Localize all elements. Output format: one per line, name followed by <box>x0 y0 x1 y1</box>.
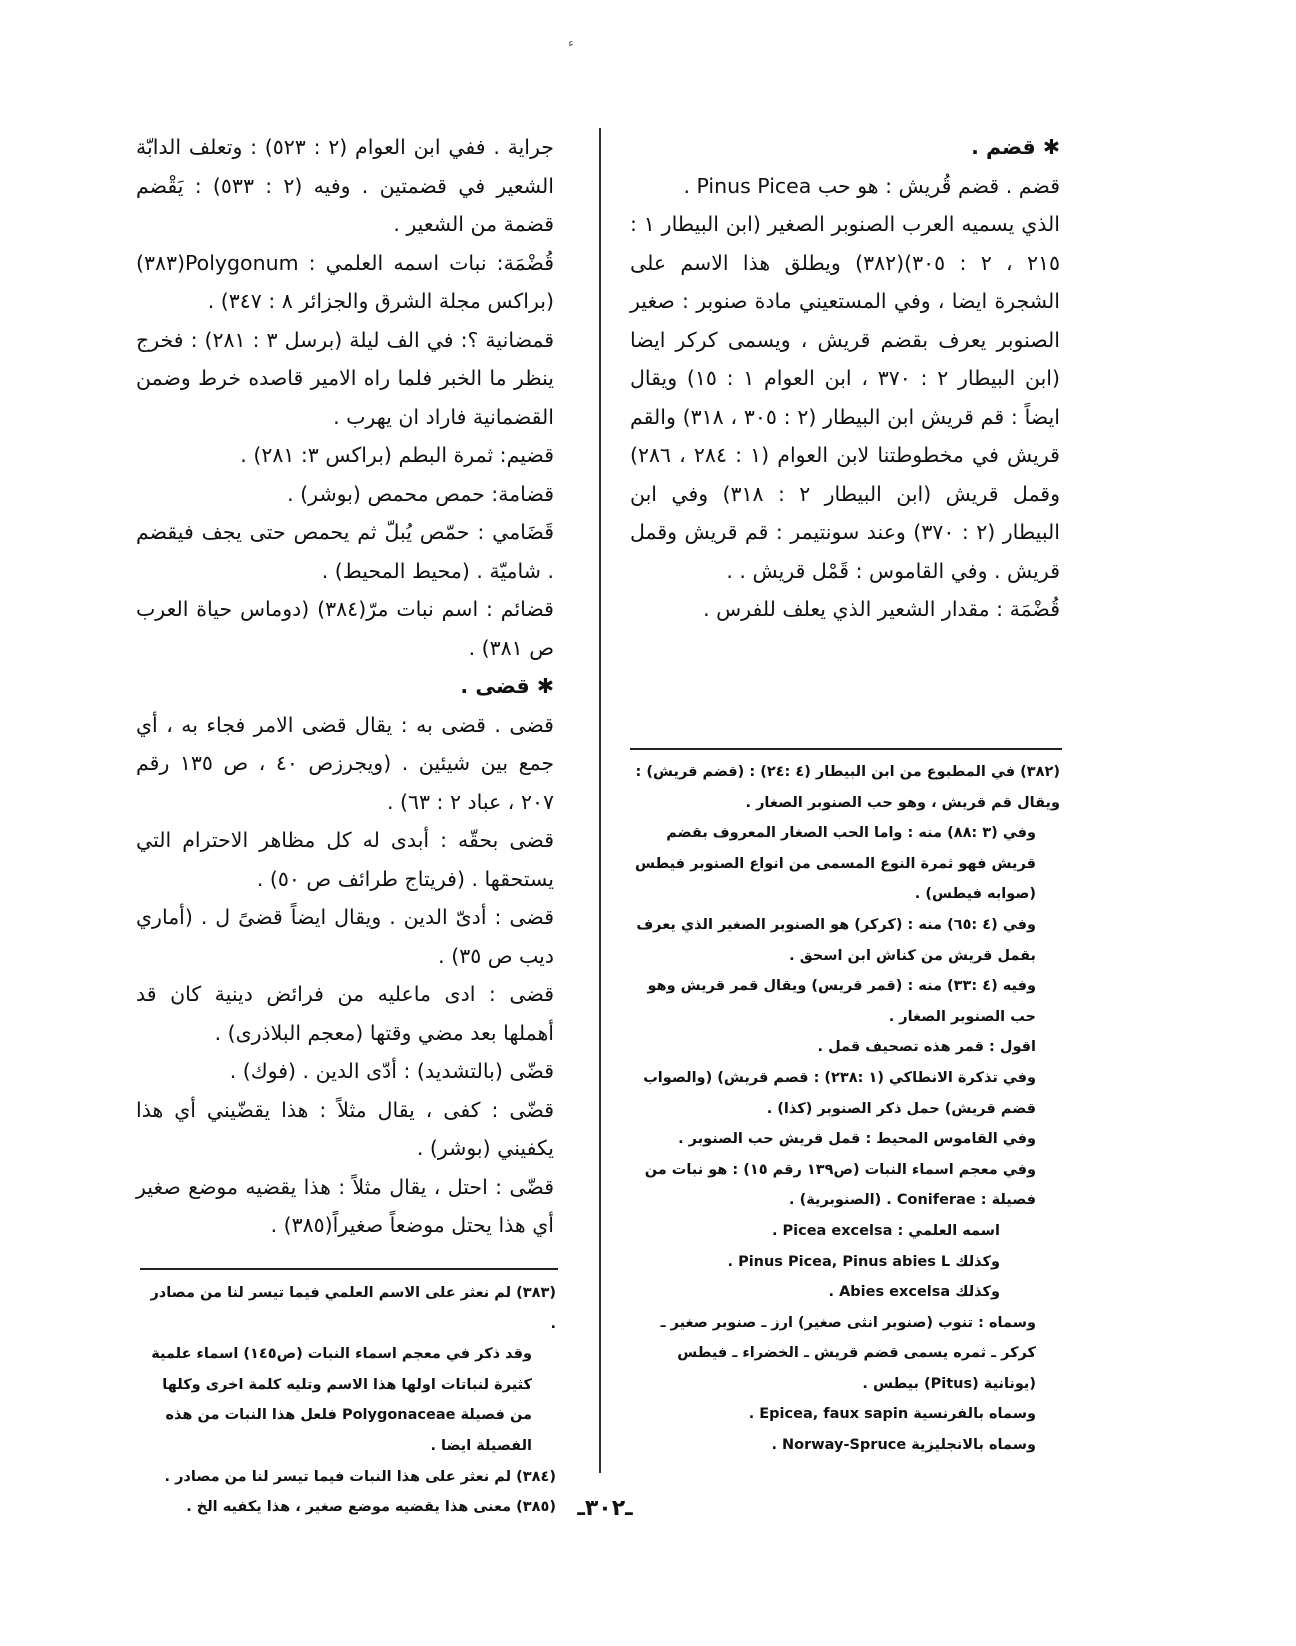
footnote: (٣٨٥) معنى هذا يقضيه موضع صغير ، هذا يكفيه الخ . <box>186 1499 556 1516</box>
footnote: وكذلك Pinus Picea, Pinus abies L . <box>727 1253 1000 1270</box>
entry-paragraph: قضى : أدىّ الدين . ويقال ايضاً قضىً ل . (أماري ديب ص ٣٥) . <box>136 905 554 968</box>
footnote: (٣٨٢) في المطبوع من ابن البيطار (٤ :٢٤) : (قضم قريش) : ويقال قم قريش ، وهو حب الصنوبر الصغار . <box>635 764 1060 811</box>
entry-paragraph: قضى : ادى ماعليه من فرائض دينية كان قد أهملها بعد مضي وقتها (معجم البلاذرى) . <box>136 982 554 1045</box>
footnote: وكذلك Abies excelsa . <box>828 1284 1000 1301</box>
footnote: اقول : قمر هذه تصحيف قمل . <box>817 1039 1036 1056</box>
footnote: (٣٨٣) لم نعثر على الاسم العلمي فيما تيسر لنا من مصادر . <box>150 1285 556 1332</box>
entry-paragraph: جراية . ففي ابن العوام (٢ : ٥٢٣) : وتعلف الدابّة الشعير في قضمتين . وفيه (٢ : ٥٣٣) : يَقْضم قضمة من الشعير . <box>136 135 554 236</box>
footnote: وفيه (٤ :٣٣) منه : (قمر قريس) ويقال قمر قريش وهو حب الصنوبر الصغار . <box>647 978 1036 1025</box>
entry-paragraph: قضى بحقّه : أبدى له كل مظاهر الاحترام التي يستحقها . (فريتاج طرائف ص ٥٠) . <box>136 828 554 891</box>
entry-paragraph: قضيم: ثمرة البطم (براكس ٣: ٢٨١) . <box>240 443 554 467</box>
page-number: ـ٣٠٢ـ <box>577 1496 633 1521</box>
entry-paragraph: قضامة: حمص محمص (بوشر) . <box>287 481 554 506</box>
footnote: وفي (٤ :٦٥) منه : (كركر) هو الصنوبر الصغير الذي يعرف بقمل قريش من كناش ابن اسحق . <box>636 916 1036 964</box>
footnote: وسماه بالانجليزية Norway-Spruce . <box>771 1437 1036 1454</box>
footnote: وسماه بالفرنسية Epicea, faux sapin . <box>748 1406 1036 1423</box>
entry-paragraph: قضى . قضى به : يقال قضى الامر فجاء به ، أي جمع بين شيئين . (ويجرزص ٤٠ ، ص ١٣٥ رقم ٢٠٧ ، عباد ٢ : ٦٣) . <box>136 712 555 814</box>
footnote: (٣٨٤) لم نعثر على هذا النبات فيما تيسر لنا من مصادر . <box>164 1468 556 1485</box>
entry-paragraph: قضائم : اسم نبات مرّ(٣٨٤) (دوماس حياة العرب ص ٣٨١) . <box>136 597 554 660</box>
left-column <box>136 128 554 1245</box>
entry-heading: ✱ قضى . <box>460 674 554 698</box>
entry-paragraph: قمضانية ؟: في الف ليلة (برسل ٣ : ٢٨١) : فخرج ينظر ما الخبر فلما راه الامير قاصده خرط وضمن القضمانية فاراد ان يهرب . <box>136 327 554 429</box>
right-footnote-rule <box>630 748 1062 750</box>
footnote: وسماه : تنوب (صنوبر انثى صغير) ارز ـ صنوبر صغير ـ كركر ـ ثمره يسمى قضم قريش ـ الخضراء ـ فيطس (يونانية (Pitus) بيطس . <box>660 1314 1036 1392</box>
right-footnotes <box>630 757 1060 1461</box>
entry-paragraph: الذي يسميه العرب الصنوبر الصغير (ابن البيطار ١ : ٢١٥ ، ٢ : ٣٠٥)(٣٨٢) ويطلق هذا الاسم على الشجرة ايضا ، وفي المستعيني مادة صنوبر : صغير الصنوبر يعرف بقضم قريش ، ويسمى كركر ايضا (ابن البيطار ٢ : ٣٧٠ ، ابن العوام ١ : ١٥) ويقال ايضاً : قم قريش ابن البيطار (٢ : ٣٠٥ ، ٣١٨) والقم قريش في مخطوطتنا لابن العوام (١ : ٢٨٤ ، ٢٨٦) وقمل قريش (ابن البيطار ٢ : ٣١٨) وفي ابن البيطار (٢ : ٣٧٠) وعند سونتيمر : قم قريش وقمل قريش . وفي القاموس : قَمْل قريش . . <box>630 212 1060 583</box>
entry-paragraph: قضّى : احتل ، يقال مثلاً : هذا يقضيه موضع صغير أي هذا يحتل موضعاً صغيراً(٣٨٥) . <box>136 1174 554 1237</box>
top-mark: ء <box>568 36 574 50</box>
entry-paragraph: قَضَامي : حمّص يُبلّ ثم يحمص حتى يجف فيقضم . شاميّة . (محيط المحيط) . <box>136 520 554 583</box>
footnote: وقد ذكر في معجم اسماء النبات (ص١٤٥) اسماء علمية كثيرة لنباتات اولها هذا الاسم وتليه كلمة اخرى وكلها من فصيلة Polygonaceae فلعل هذا النبات من هذه الفصيلة ايضا . <box>151 1346 532 1454</box>
right-column <box>630 128 1060 629</box>
entry-paragraph: قضم . قضم قُريش : هو حب Pinus Picea . <box>683 173 1060 198</box>
left-footnote-rule <box>140 1268 558 1270</box>
entry-paragraph: قضّى (بالتشديد) : أدّى الدين . (فوك) . <box>229 1059 554 1083</box>
footnote: وفي تذكرة الانطاكي (١ :٢٣٨) : قصم قريش) (والصواب قضم قريش) حمل ذكر الصنوبر (كذا) . <box>643 1069 1036 1117</box>
entry-heading: ✱ قضم . <box>971 135 1060 159</box>
footnote: وفي معجم اسماء النبات (ص١٣٩ رقم ١٥) : هو نبات من فصيلة : Coniferae . (الصنوبرية) . <box>644 1161 1036 1209</box>
footnote: وفي القاموس المحيط : قمل قريش حب الصنوبر . <box>678 1131 1036 1148</box>
left-footnotes <box>140 1278 556 1523</box>
entry-paragraph: قُضْمَة: نبات اسمه العلمي : Polygonum(٣٨٣) (براكس مجلة الشرق والجزائر ٨ : ٣٤٧) . <box>136 250 554 313</box>
entry-paragraph: قضّى : كفى ، يقال مثلاً : هذا يقضّيني أي هذا يكفيني (بوشر) . <box>136 1097 554 1160</box>
footnote: اسمه العلمي : Picea excelsa . <box>771 1222 1000 1239</box>
footnote: وفي (٣ :٨٨) منه : واما الحب الصغار المعروف بقضم قريش فهو ثمرة النوع المسمى من انواع الصنوبر فيطس (صوابه فيطس) . <box>635 825 1036 903</box>
entry-paragraph: قُضْمَة : مقدار الشعير الذي يعلف للفرس . <box>703 597 1060 621</box>
column-divider <box>599 128 601 1473</box>
